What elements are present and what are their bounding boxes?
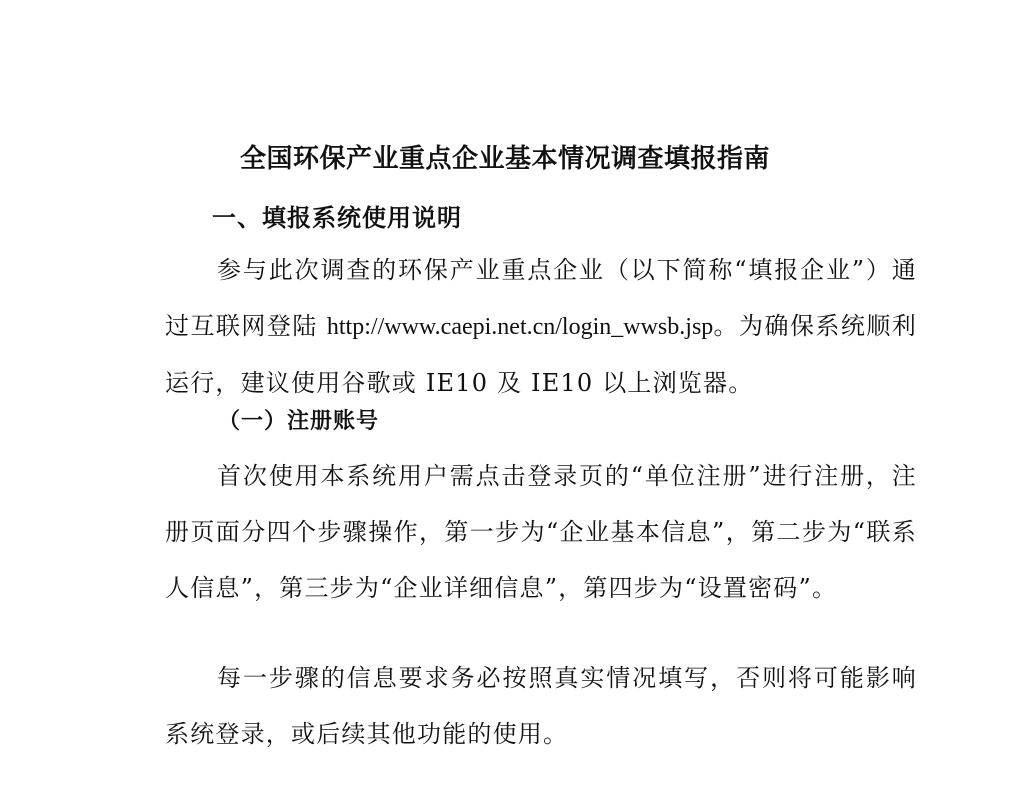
intro-text-start: 参与此次调查的环保产业重点企业（以下简称“填报企业”）通过互联网登陆 (165, 256, 917, 340)
section-heading: 一、填报系统使用说明 (212, 204, 462, 232)
registration-paragraph: 首次使用本系统用户需点击登录页的“单位注册”进行注册，注册页面分四个步骤操作，第一步为“企业基本信息”，第二步为“联系人信息”，第三步为“企业详细信息”，第四步为“设置密码”。 (165, 462, 917, 602)
subsection-heading: （一）注册账号 (218, 409, 380, 434)
login-url-link[interactable]: http://www.caepi.net.cn/login_wwsb.jsp (326, 314, 714, 340)
intro-text-end: 。为确保系统顺利运行，建议使用谷歌或 IE10 及 IE10 以上浏览器。 (165, 312, 917, 397)
document-title: 全国环保产业重点企业基本情况调查填报指南 (239, 144, 770, 174)
intro-paragraph (165, 242, 917, 411)
accuracy-paragraph: 每一步骤的信息要求务必按照真实情况填写，否则将可能影响系统登录，或后续其他功能的使用。 (165, 664, 917, 748)
